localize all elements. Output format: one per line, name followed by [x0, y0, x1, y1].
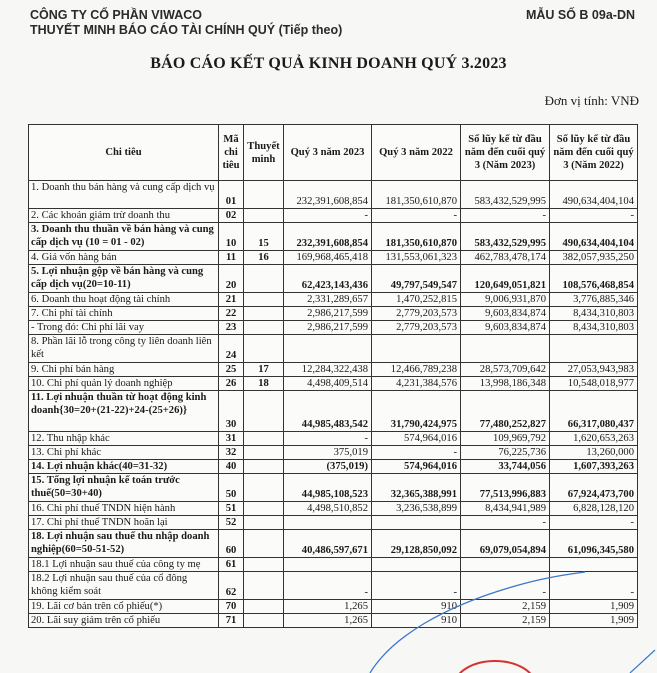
value-ytd-2023: 9,603,834,874: [461, 321, 550, 335]
row-note: [244, 516, 284, 530]
value-q3-2023: (375,019): [284, 460, 372, 474]
row-note: 15: [244, 223, 284, 251]
row-code: 23: [219, 321, 244, 335]
row-note: [244, 335, 284, 363]
row-label: 10. Chi phí quản lý doanh nghiệp: [29, 377, 219, 391]
row-label: 13. Chi phí khác: [29, 446, 219, 460]
row-label: 18.1 Lợi nhuận sau thuế của công ty mẹ: [29, 558, 219, 572]
value-q3-2022: 574,964,016: [372, 460, 461, 474]
row-label: 1. Doanh thu bán hàng và cung cấp dịch vụ: [29, 181, 219, 209]
row-note: [244, 572, 284, 600]
value-q3-2023: 4,498,510,852: [284, 502, 372, 516]
value-q3-2023: 2,986,217,599: [284, 307, 372, 321]
value-q3-2023: 44,985,108,523: [284, 474, 372, 502]
value-ytd-2022: 61,096,345,580: [550, 530, 638, 558]
table-row: [29, 474, 638, 502]
value-q3-2023: -: [284, 432, 372, 446]
table-row: [29, 251, 638, 265]
document-subtitle: THUYẾT MINH BÁO CÁO TÀI CHÍNH QUÝ (Tiếp theo): [30, 23, 343, 37]
row-label: 6. Doanh thu hoạt động tài chính: [29, 293, 219, 307]
row-code: 51: [219, 502, 244, 516]
table-row: [29, 614, 638, 628]
row-label: 20. Lãi suy giảm trên cổ phiếu: [29, 614, 219, 628]
value-q3-2022: 131,553,061,323: [372, 251, 461, 265]
row-note: [244, 614, 284, 628]
value-ytd-2022: 382,057,935,250: [550, 251, 638, 265]
value-ytd-2023: 76,225,736: [461, 446, 550, 460]
value-q3-2022: 910: [372, 600, 461, 614]
row-note: [244, 600, 284, 614]
header-q3-2022: Quý 3 năm 2022: [372, 125, 461, 181]
row-code: 52: [219, 516, 244, 530]
row-code: 02: [219, 209, 244, 223]
row-note: [244, 181, 284, 209]
row-code: 25: [219, 363, 244, 377]
value-ytd-2023: 109,969,792: [461, 432, 550, 446]
value-q3-2023: 1,265: [284, 614, 372, 628]
row-label: 11. Lợi nhuận thuần từ hoạt động kinh doanh{30=20+(21-22)+24-(25+26)}: [29, 391, 219, 432]
value-q3-2022: 574,964,016: [372, 432, 461, 446]
value-ytd-2023: 583,432,529,995: [461, 223, 550, 251]
value-q3-2022: 910: [372, 614, 461, 628]
value-ytd-2023: -: [461, 572, 550, 600]
value-q3-2022: -: [372, 446, 461, 460]
value-ytd-2022: 1,909: [550, 600, 638, 614]
value-ytd-2022: 8,434,310,803: [550, 321, 638, 335]
table-body: [29, 181, 638, 628]
report-title: BÁO CÁO KẾT QUẢ KINH DOANH QUÝ 3.2023: [150, 55, 507, 72]
value-q3-2022: 32,365,388,991: [372, 474, 461, 502]
table-row: [29, 209, 638, 223]
table-row: [29, 181, 638, 209]
table-row: [29, 335, 638, 363]
row-code: 01: [219, 181, 244, 209]
row-label: 12. Thu nhập khác: [29, 432, 219, 446]
row-note: [244, 307, 284, 321]
row-label: 7. Chi phí tài chính: [29, 307, 219, 321]
header-ytd-2022: Số lũy kế từ đầu năm đến cuối quý 3 (Năm 2022): [550, 125, 638, 181]
row-code: 30: [219, 391, 244, 432]
value-q3-2022: [372, 516, 461, 530]
row-code: 10: [219, 223, 244, 251]
row-label: - Trong đó: Chi phí lãi vay: [29, 321, 219, 335]
value-q3-2022: -: [372, 209, 461, 223]
value-q3-2023: 40,486,597,671: [284, 530, 372, 558]
row-note: 18: [244, 377, 284, 391]
row-note: [244, 293, 284, 307]
value-ytd-2022: 1,607,393,263: [550, 460, 638, 474]
row-label: 5. Lợi nhuận gộp về bán hàng và cung cấp dịch vụ(20=10-11): [29, 265, 219, 293]
value-ytd-2022: 66,317,080,437: [550, 391, 638, 432]
row-label: 8. Phần lãi lỗ trong công ty liên doanh liên kết: [29, 335, 219, 363]
row-label: 18.2 Lợi nhuận sau thuế của cổ đông không kiểm soát: [29, 572, 219, 600]
value-q3-2022: 181,350,610,870: [372, 223, 461, 251]
row-label: 4. Giá vốn hàng bán: [29, 251, 219, 265]
value-ytd-2023: 2,159: [461, 614, 550, 628]
row-note: [244, 460, 284, 474]
value-q3-2022: -: [372, 572, 461, 600]
value-q3-2023: 2,986,217,599: [284, 321, 372, 335]
table-row: [29, 530, 638, 558]
value-q3-2022: 2,779,203,573: [372, 307, 461, 321]
value-ytd-2022: [550, 558, 638, 572]
header-note: Thuyết minh: [244, 125, 284, 181]
row-label: 19. Lãi cơ bản trên cổ phiếu(*): [29, 600, 219, 614]
value-ytd-2022: -: [550, 516, 638, 530]
value-ytd-2022: 27,053,943,983: [550, 363, 638, 377]
header-code: Mã chi tiêu: [219, 125, 244, 181]
table-row: [29, 572, 638, 600]
row-note: [244, 474, 284, 502]
table-row: [29, 265, 638, 293]
row-label: 9. Chi phí bán hàng: [29, 363, 219, 377]
value-ytd-2023: 13,998,186,348: [461, 377, 550, 391]
header-q3-2023: Quý 3 năm 2023: [284, 125, 372, 181]
value-q3-2023: [284, 558, 372, 572]
row-code: 20: [219, 265, 244, 293]
row-note: [244, 391, 284, 432]
value-ytd-2022: 8,434,310,803: [550, 307, 638, 321]
row-code: 61: [219, 558, 244, 572]
row-note: 16: [244, 251, 284, 265]
value-ytd-2022: 490,634,404,104: [550, 223, 638, 251]
row-code: 32: [219, 446, 244, 460]
value-ytd-2023: 583,432,529,995: [461, 181, 550, 209]
value-q3-2022: 3,236,538,899: [372, 502, 461, 516]
row-label: 3. Doanh thu thuần về bán hàng và cung cấp dịch vụ (10 = 01 - 02): [29, 223, 219, 251]
value-q3-2023: 2,331,289,657: [284, 293, 372, 307]
table-row: [29, 558, 638, 572]
value-q3-2022: 4,231,384,576: [372, 377, 461, 391]
row-code: 50: [219, 474, 244, 502]
row-label: 15. Tổng lợi nhuận kế toán trước thuế(50=30+40): [29, 474, 219, 502]
row-label: 18. Lợi nhuận sau thuế thu nhập doanh nghiệp(60=50-51-52): [29, 530, 219, 558]
row-note: [244, 265, 284, 293]
row-code: 24: [219, 335, 244, 363]
value-ytd-2023: -: [461, 516, 550, 530]
value-q3-2022: 49,797,549,547: [372, 265, 461, 293]
row-code: 71: [219, 614, 244, 628]
value-ytd-2023: 69,079,054,894: [461, 530, 550, 558]
row-label: 2. Các khoản giảm trừ doanh thu: [29, 209, 219, 223]
value-q3-2022: 31,790,424,975: [372, 391, 461, 432]
value-q3-2022: [372, 558, 461, 572]
row-code: 62: [219, 572, 244, 600]
value-q3-2022: 1,470,252,815: [372, 293, 461, 307]
value-q3-2023: 62,423,143,436: [284, 265, 372, 293]
value-q3-2023: 12,284,322,438: [284, 363, 372, 377]
table-row: [29, 502, 638, 516]
row-note: [244, 446, 284, 460]
value-ytd-2022: -: [550, 572, 638, 600]
company-name: CÔNG TY CỔ PHẦN VIWACO: [30, 8, 203, 22]
table-row: [29, 600, 638, 614]
table-row: [29, 460, 638, 474]
value-ytd-2022: -: [550, 209, 638, 223]
value-q3-2022: 29,128,850,092: [372, 530, 461, 558]
value-ytd-2022: 6,828,128,120: [550, 502, 638, 516]
income-statement-table: [28, 124, 638, 628]
value-q3-2023: 44,985,483,542: [284, 391, 372, 432]
value-ytd-2023: 2,159: [461, 600, 550, 614]
value-ytd-2023: 9,603,834,874: [461, 307, 550, 321]
value-ytd-2023: 8,434,941,989: [461, 502, 550, 516]
value-q3-2023: [284, 335, 372, 363]
value-q3-2022: 2,779,203,573: [372, 321, 461, 335]
value-ytd-2022: 3,776,885,346: [550, 293, 638, 307]
value-q3-2023: 169,968,465,418: [284, 251, 372, 265]
currency-unit: Đơn vị tính: VNĐ: [544, 93, 639, 108]
row-note: [244, 321, 284, 335]
value-q3-2023: -: [284, 209, 372, 223]
row-label: 16. Chi phí thuế TNDN hiện hành: [29, 502, 219, 516]
value-ytd-2022: 67,924,473,700: [550, 474, 638, 502]
row-code: 21: [219, 293, 244, 307]
row-code: 31: [219, 432, 244, 446]
table-row: [29, 391, 638, 432]
value-q3-2023: [284, 516, 372, 530]
table-row: [29, 293, 638, 307]
value-ytd-2023: 33,744,056: [461, 460, 550, 474]
header-item: Chi tiêu: [29, 125, 219, 181]
value-ytd-2022: 10,548,018,977: [550, 377, 638, 391]
value-ytd-2023: [461, 558, 550, 572]
header-ytd-2023: Số lũy kế từ đầu năm đến cuối quý 3 (Năm 2023): [461, 125, 550, 181]
value-ytd-2022: 108,576,468,854: [550, 265, 638, 293]
table-row: [29, 432, 638, 446]
value-ytd-2023: [461, 335, 550, 363]
value-ytd-2022: 13,260,000: [550, 446, 638, 460]
table-row: [29, 363, 638, 377]
table-row: [29, 321, 638, 335]
value-q3-2023: -: [284, 572, 372, 600]
value-q3-2022: 181,350,610,870: [372, 181, 461, 209]
row-code: 22: [219, 307, 244, 321]
row-label: 17. Chi phí thuế TNDN hoãn lại: [29, 516, 219, 530]
row-code: 40: [219, 460, 244, 474]
value-q3-2023: 1,265: [284, 600, 372, 614]
value-ytd-2023: 9,006,931,870: [461, 293, 550, 307]
value-q3-2023: 232,391,608,854: [284, 223, 372, 251]
row-label: 14. Lợi nhuận khác(40=31-32): [29, 460, 219, 474]
value-ytd-2023: -: [461, 209, 550, 223]
row-code: 11: [219, 251, 244, 265]
row-code: 60: [219, 530, 244, 558]
value-ytd-2022: 1,620,653,263: [550, 432, 638, 446]
value-q3-2023: 4,498,409,514: [284, 377, 372, 391]
company-stamp: [450, 655, 540, 673]
value-ytd-2022: 490,634,404,104: [550, 181, 638, 209]
row-code: 70: [219, 600, 244, 614]
value-ytd-2022: 1,909: [550, 614, 638, 628]
company-header: [30, 8, 342, 38]
table-row: [29, 516, 638, 530]
value-ytd-2022: [550, 335, 638, 363]
value-ytd-2023: 77,480,252,827: [461, 391, 550, 432]
row-note: [244, 558, 284, 572]
row-note: [244, 209, 284, 223]
form-code: MẪU SỐ B 09a-DN: [525, 8, 635, 22]
table-row: [29, 377, 638, 391]
value-ytd-2023: 120,649,051,821: [461, 265, 550, 293]
table-row: [29, 307, 638, 321]
table-header-row: [29, 125, 638, 181]
value-q3-2022: [372, 335, 461, 363]
row-note: [244, 502, 284, 516]
row-note: 17: [244, 363, 284, 377]
value-ytd-2023: 462,783,478,174: [461, 251, 550, 265]
value-q3-2023: 375,019: [284, 446, 372, 460]
row-note: [244, 432, 284, 446]
row-note: [244, 530, 284, 558]
value-ytd-2023: 77,513,996,883: [461, 474, 550, 502]
value-q3-2023: 232,391,608,854: [284, 181, 372, 209]
table-row: [29, 446, 638, 460]
value-q3-2022: 12,466,789,238: [372, 363, 461, 377]
row-code: 26: [219, 377, 244, 391]
value-ytd-2023: 28,573,709,642: [461, 363, 550, 377]
table-row: [29, 223, 638, 251]
